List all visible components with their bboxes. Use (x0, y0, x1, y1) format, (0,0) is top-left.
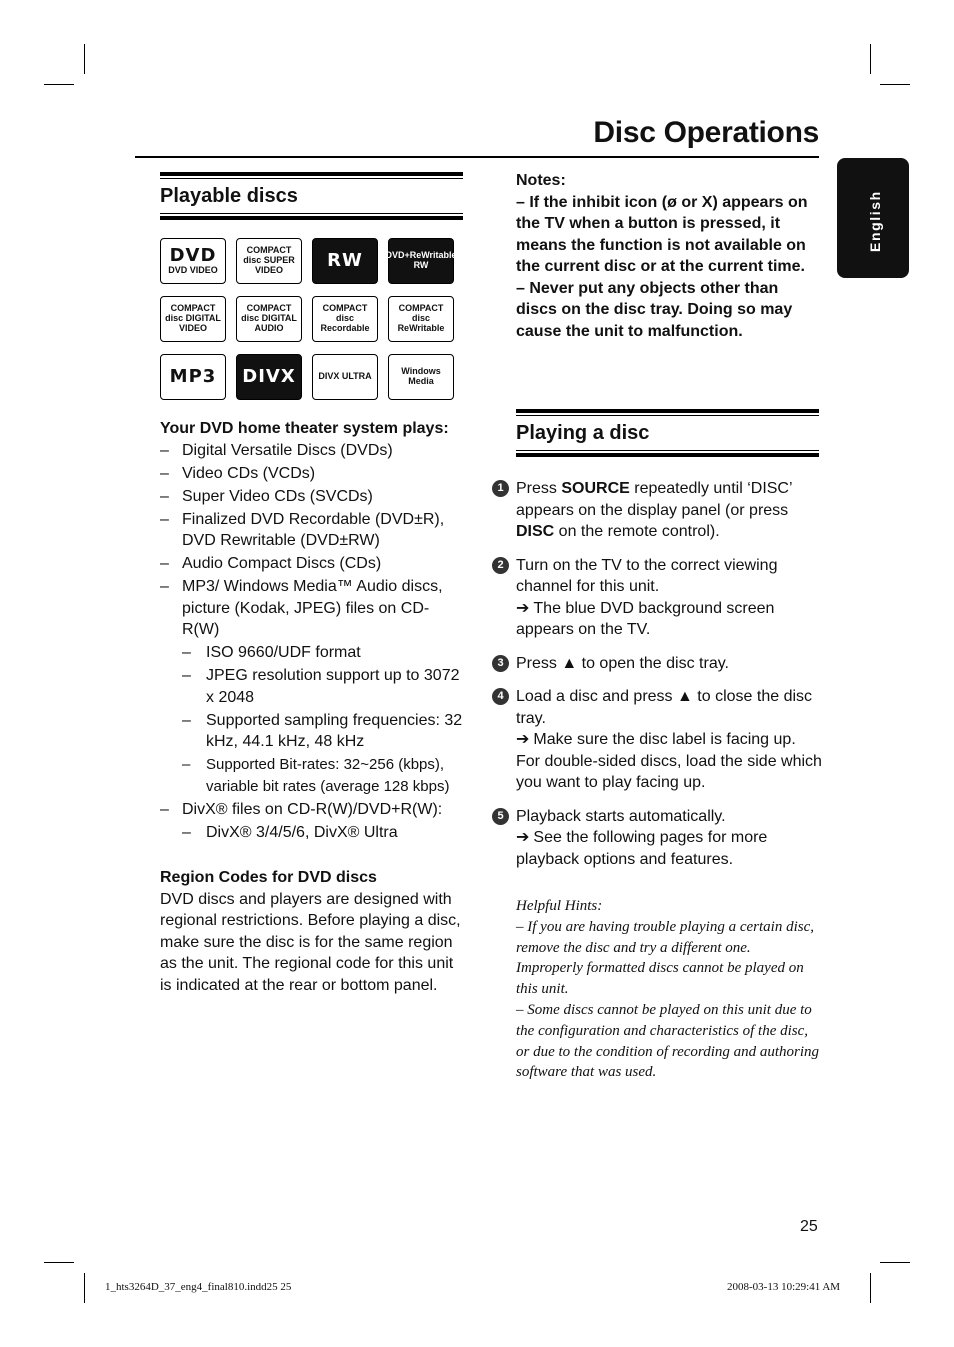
cd-recordable-logo: COMPACT disc Recordable (312, 296, 378, 342)
hint-item: – If you are having trouble playing a certain disc, remove the disc and try a different one. Improperly formatted discs cannot be played on this unit. (516, 918, 815, 998)
cd-rewritable-logo: COMPACT disc ReWritable (388, 296, 454, 342)
disc-logos (160, 238, 460, 412)
step-item: 1 Press SOURCE repeatedly until ‘DISC’ appears on the display panel (or press DISC on the remote control). (492, 478, 822, 543)
mp3-logo: MP3 (160, 354, 226, 400)
super-video-cd-logo: COMPACT disc SUPER VIDEO (236, 238, 302, 284)
step-item: 4 Load a disc and press ▲ to close the disc tray. ➔ Make sure the disc label is facing up. For double-sided discs, load the side which you want to play facing up. (492, 686, 822, 794)
notes-heading: Notes: (516, 172, 566, 189)
digital-audio-cd-logo: COMPACT disc DIGITAL AUDIO (236, 296, 302, 342)
region-codes-text: DVD discs and players are designed with regional restrictions. Before playing a disc, make sure the disc is for the same region as the unit. The regional code for this unit is indicated at the rear or bottom panel. (160, 890, 461, 994)
step-number: 5 (492, 808, 509, 825)
step-number: 4 (492, 688, 509, 705)
eject-icon: ▲ (561, 654, 578, 672)
list-item: – Audio Compact Discs (CDs) (160, 553, 465, 575)
crop-mark (84, 1273, 85, 1303)
dvd-rewritable-logo: DVD+ReWritable RW (388, 238, 454, 284)
crop-mark (44, 1262, 74, 1263)
list-item: – Finalized DVD Recordable (DVD±R), DVD Rewritable (DVD±RW) (160, 509, 465, 552)
notes (516, 170, 821, 342)
title-rule (135, 156, 819, 158)
crop-mark (44, 84, 74, 85)
dvd-video-logo: DVD DVD VIDEO (160, 238, 226, 284)
hints-heading: Helpful Hints: (516, 898, 603, 914)
windows-media-logo: Windows Media (388, 354, 454, 400)
language-tab-label: English (867, 190, 883, 252)
list-item: – Super Video CDs (SVCDs) (160, 486, 465, 508)
step-number: 1 (492, 480, 509, 497)
footer-timestamp: 2008-03-13 10:29:41 AM (727, 1281, 841, 1293)
page-number: 25 (800, 1218, 818, 1235)
divx-ultra-logo: DIVX ULTRA (312, 354, 378, 400)
list-item: – DivX® files on CD-R(W)/DVD+R(W): (160, 799, 465, 821)
hint-item: – Some discs cannot be played on this unit due to the configuration and characteristics of the disc, or due to the condition of recording and authoring software that was used. (516, 1001, 820, 1081)
crop-mark (880, 84, 910, 85)
page-title: Disc Operations (593, 116, 819, 149)
note-item: – Never put any objects other than discs on the disc tray. Doing so may cause the unit to malfunction. (516, 279, 793, 340)
step-number: 3 (492, 655, 509, 672)
list-subitem: – JPEG resolution support up to 3072 x 2048 (160, 665, 465, 708)
dvd-rw-logo: RW (312, 238, 378, 284)
step-item: 5 Playback starts automatically. ➔ See the following pages for more playback options and features. (492, 806, 822, 871)
plays-heading: Your DVD home theater system plays: (160, 420, 449, 437)
logo-row (160, 238, 460, 284)
playable-discs-heading (160, 172, 463, 220)
arrow-icon: ➔ (516, 599, 530, 617)
crop-mark (870, 44, 871, 74)
step-item: 2 Turn on the TV to the correct viewing channel for this unit. ➔ The blue DVD background screen appears on the TV. (492, 555, 822, 641)
crop-mark (84, 44, 85, 74)
crop-mark (870, 1273, 871, 1303)
region-codes-heading: Region Codes for DVD discs (160, 869, 377, 886)
playing-disc-heading (516, 409, 819, 457)
crop-mark (880, 1262, 910, 1263)
list-item: – Video CDs (VCDs) (160, 463, 465, 485)
playable-discs-body (160, 418, 465, 996)
list-subitem: – Supported sampling frequencies: 32 kHz, 44.1 kHz, 48 kHz (160, 710, 465, 753)
eject-icon: ▲ (677, 688, 693, 705)
step-item: 3 Press ▲ to open the disc tray. (492, 653, 822, 675)
helpful-hints (516, 896, 821, 1083)
list-item: – Digital Versatile Discs (DVDs) (160, 440, 465, 462)
logo-row (160, 354, 460, 400)
divx-logo: DIVX (236, 354, 302, 400)
list-subitem: – ISO 9660/UDF format (160, 642, 465, 664)
arrow-icon: ➔ (516, 829, 530, 846)
note-item: – If the inhibit icon (ø or X) appears on the TV when a button is pressed, it means the function is not available on the current disc or at the current time. (516, 193, 808, 275)
footer-filename: 1_hts3264D_37_eng4_final810.indd25 25 (105, 1281, 292, 1293)
list-item: – MP3/ Windows Media™ Audio discs, picture (Kodak, JPEG) files on CD-R(W) (160, 576, 465, 641)
list-subitem: – DivX® 3/4/5/6, DivX® Ultra (160, 822, 465, 844)
disc-list (160, 440, 465, 844)
playing-steps (492, 478, 822, 882)
region-codes-section (160, 867, 465, 996)
language-tab (837, 158, 909, 278)
step-number: 2 (492, 557, 509, 574)
playing-disc-title: Playing a disc (516, 422, 650, 444)
arrow-icon: ➔ (516, 731, 530, 748)
list-subitem: – Supported Bit-rates: 32~256 (kbps), variable bit rates (average 128 kbps) (160, 754, 465, 797)
digital-video-cd-logo: COMPACT disc DIGITAL VIDEO (160, 296, 226, 342)
logo-row (160, 296, 460, 342)
playable-discs-title: Playable discs (160, 185, 298, 207)
